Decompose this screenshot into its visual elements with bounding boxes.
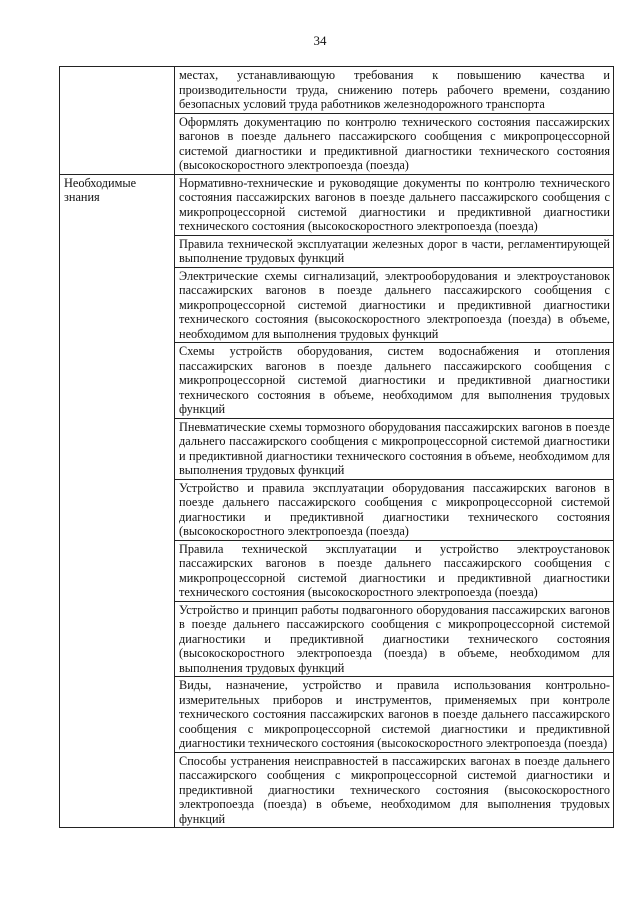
cell-text: Нормативно-технические и руководящие документы по контролю технического состояния пассажирских вагонов в поезде дальнего пассажирского сообщения с микропроцессорной системой диагностики и предиктивной диагностики технического состояния (высокоскоростного электропоезда (поезда): [179, 175, 610, 233]
table-row: [60, 67, 614, 114]
cell-text: Правила технической эксплуатации и устройство электроустановок пассажирских вагонов в поезде дальнего пассажирского сообщения с микропроцессорной системой диагностики и предиктивной диагностики технического состояния (высокоскоростного электропоезда (поезда): [179, 541, 610, 599]
table-cell: [175, 540, 614, 601]
cell-text: Виды, назначение, устройство и правила использования контрольно-измерительных приборов и инструментов, применяемых при контроле технического состояния пассажирских вагонов в поезде дальнего пассажирского сообщения с микропроцессорной системой диагностики и предиктивной диагностики технического состояния (высокоскоростного электропоезда (поезда): [179, 678, 610, 750]
cell-text: Пневматические схемы тормозного оборудования пассажирских вагонов в поезде дальнего пассажирского сообщения с микропроцессорной системой диагностики и предиктивной диагностики технического состояния в объеме, необходимом для выполнения трудовых функций: [179, 419, 610, 477]
cell-text: Правила технической эксплуатации железных дорог в части, регламентирующей выполнение трудовых функций: [179, 236, 610, 265]
page-number: 34: [313, 33, 327, 48]
table-cell: [175, 267, 614, 343]
cell-text: местах, устанавливающую требования к повышению качества и производительности труда, снижению потерь рабочего времени, созданию безопасных условий труда работников железнодорожного транспорта: [179, 68, 610, 111]
requirements-table: [59, 66, 614, 828]
table-cell: [175, 343, 614, 419]
table-cell: [175, 479, 614, 540]
table-cell: [175, 677, 614, 753]
table-cell: [175, 752, 614, 828]
table-cell: [175, 67, 614, 114]
cell-text: Устройство и принцип работы подвагонного оборудования пассажирских вагонов в поезде дальнего пассажирского сообщения с микропроцессорной системой диагностики и предиктивной диагностики технического состояния (высокоскоростного электропоезда (поезда) в объеме, необходимом для выполнения трудовых функций: [179, 602, 610, 675]
cell-text: Электрические схемы сигнализаций, электрооборудования и электроустановок пассажирских вагонов в поезде дальнего пассажирского сообщения с микропроцессорной системой диагностики и предиктивной диагностики технического состояния (высокоскоростного электропоезда (поезда) в объеме, необходимом для выполнения трудовых функций: [179, 268, 610, 341]
row-label-cell: Необходимые знания: [60, 174, 175, 828]
cell-text: Устройство и правила эксплуатации оборудования пассажирских вагонов в поезде дальнего пассажирского сообщения с микропроцессорной системой диагностики и предиктивной диагностики технического состояния (высокоскоростного электропоезда (поезда): [179, 480, 610, 538]
table-cell: [175, 113, 614, 174]
row-label-cell: [60, 67, 175, 175]
table-cell: [175, 601, 614, 677]
table-cell: [175, 174, 614, 235]
cell-text: Оформлять документацию по контролю технического состояния пассажирских вагонов в поезде дальнего пассажирского сообщения с микропроцессорной системой диагностики и предиктивной диагностики технического состояния (высокоскоростного электропоезда (поезда): [179, 114, 610, 172]
table-cell: [175, 418, 614, 479]
cell-text: Схемы устройств оборудования, систем водоснабжения и отопления пассажирских вагонов в поезде дальнего пассажирского сообщения с микропроцессорной системой диагностики и предиктивной диагностики технического состояния в объеме, необходимом для выполнения трудовых функций: [179, 344, 610, 416]
table-cell: [175, 235, 614, 267]
table-row: [60, 174, 614, 235]
cell-text: Способы устранения неисправностей в пассажирских вагонах в поезде дальнего пассажирского сообщения с микропроцессорной системой диагностики и предиктивной диагностики технического состояния (высокоскоростного электропоезда (поезда) в объеме, необходимом для выполнения трудовых функций: [179, 753, 610, 826]
